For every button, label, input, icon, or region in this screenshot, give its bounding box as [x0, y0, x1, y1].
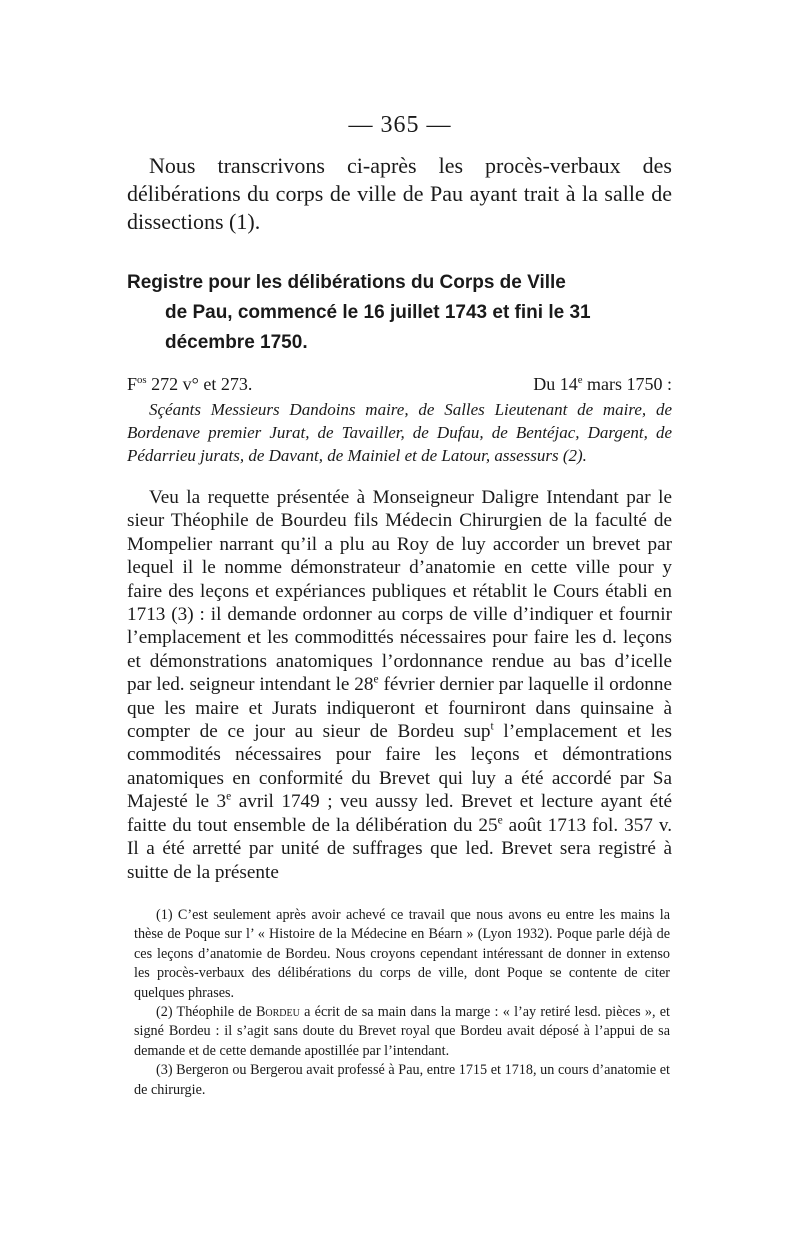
footnote-3: (3) Bergeron ou Bergerou avait professé à Pau, entre 1715 et 1718, un cours d’anatomie et de chirurgie. — [134, 1062, 670, 1098]
folio-sup: os — [137, 374, 147, 386]
footnote-2 — [134, 1003, 670, 1061]
attendees-text: Sçéants Messieurs Dandoins maire, de Salles Lieutenant de maire, de Bordenave premier Jurat, de Tavailler, de Dufau, de Bentéjac, Dargent, de Pédarrieu jurats, de Davant, de Mainiel et de Latour, assessurs (2). — [127, 400, 672, 465]
body-sup-2: t — [490, 720, 494, 733]
date-text: Du 14 — [533, 374, 578, 394]
intro-text: Nous transcrivons ci-après les procès-verbaux des délibérations du corps de ville de Pau ayant trait à la salle de dissections (1). — [127, 153, 672, 234]
footnote-2-part-a: (2) Théophile de — [156, 1004, 256, 1021]
heading-line-1: Registre pour les délibérations du Corps de Ville — [127, 272, 566, 293]
register-heading — [127, 268, 672, 358]
footnote-2-smallcaps: Bordeu — [255, 1004, 300, 1021]
date-sup: e — [577, 374, 583, 386]
body-part-2: février dernier par laquelle il ordonne que les maire et Jurats indiqueront et fourniront dans quinsaine à compter de ce jour au sieur de Bordeu sup — [127, 674, 672, 743]
body-sup-4: e — [497, 814, 503, 827]
folio-text: 272 v° et 273. — [146, 374, 253, 394]
body-part-5: août 1713 fol. 357 v. Il a été arretté par unité de suffrages que led. Brevet sera registré à suitte de la présente — [127, 814, 672, 883]
deliberation-paragraph — [127, 486, 672, 884]
body-part-3: l’emplacement et les commodités nécessaires pour faire les leçons et démontrations anatomiques en conformité du Brevet qui luy a été accordé par Sa Majesté le 3 — [127, 721, 672, 813]
date-rest: mars 1750 : — [582, 374, 672, 394]
footnote-1: (1) C’est seulement après avoir achevé ce travail que nous avons eu entre les mains la thèse de Poque sur l’ « Histoire de la Médecine en Béarn » (Lyon 1932). Poque parle déjà de ces leçons d’anatomie de Bordeu. Nous croyons cependant intéressant de donner in extenso les procès-verbaux des délibérations du corps de ville, dont Poque se contente de citer quelques phrases. — [134, 907, 670, 1001]
deliberation-text — [127, 486, 672, 884]
body-sup-3: e — [226, 790, 232, 803]
body-part-4: avril 1749 ; veu aussy led. Brevet et lecture ayant été faitte du tout ensemble de la délibération du 25 — [127, 791, 672, 836]
body-sup-1: e — [373, 673, 379, 686]
attendees-paragraph — [127, 398, 672, 467]
session-date — [533, 372, 672, 396]
folio-reference — [127, 372, 252, 396]
reference-line — [127, 372, 672, 396]
folio-prefix: F — [127, 374, 138, 394]
footnotes — [134, 906, 670, 1100]
footnote-2-part-b: a écrit de sa main dans la marge : « l’ay retiré lesd. pièces », et signé Bordeu : il s’agit sans doute du Brevet royal que Bordeu avait déposé à l’appui de sa demande et de cette demande apostillée par l’intendant. — [134, 1004, 671, 1059]
heading-continuation: de Pau, commencé le 16 juillet 1743 et fini le 31 décembre 1750. — [165, 302, 591, 353]
body-part-1: Veu la requette présentée à Monseigneur Daligre Intendant par le sieur Théophile de Bourdeu fils Médecin Chirurgien de la faculté de Mompelier narrant qu’il a plu au Roy de luy accorder un brevet par lequel il le nomme démonstrateur d’anatomie en cette ville pour y faire des leçons et expériances publiques et rétablit le Cours établi en 1713 (3) : il demande ordonner au corps de ville d’indiquer et fournir l’emplacement et les commodittés nécessaires pour faire les d. leçons et démonstrations anatomiques l’ordonnance rendue au bas d’icelle par led. seigneur intendant le 28 — [127, 487, 672, 696]
page-number: — 365 — — [348, 112, 452, 138]
intro-paragraph — [127, 152, 672, 236]
